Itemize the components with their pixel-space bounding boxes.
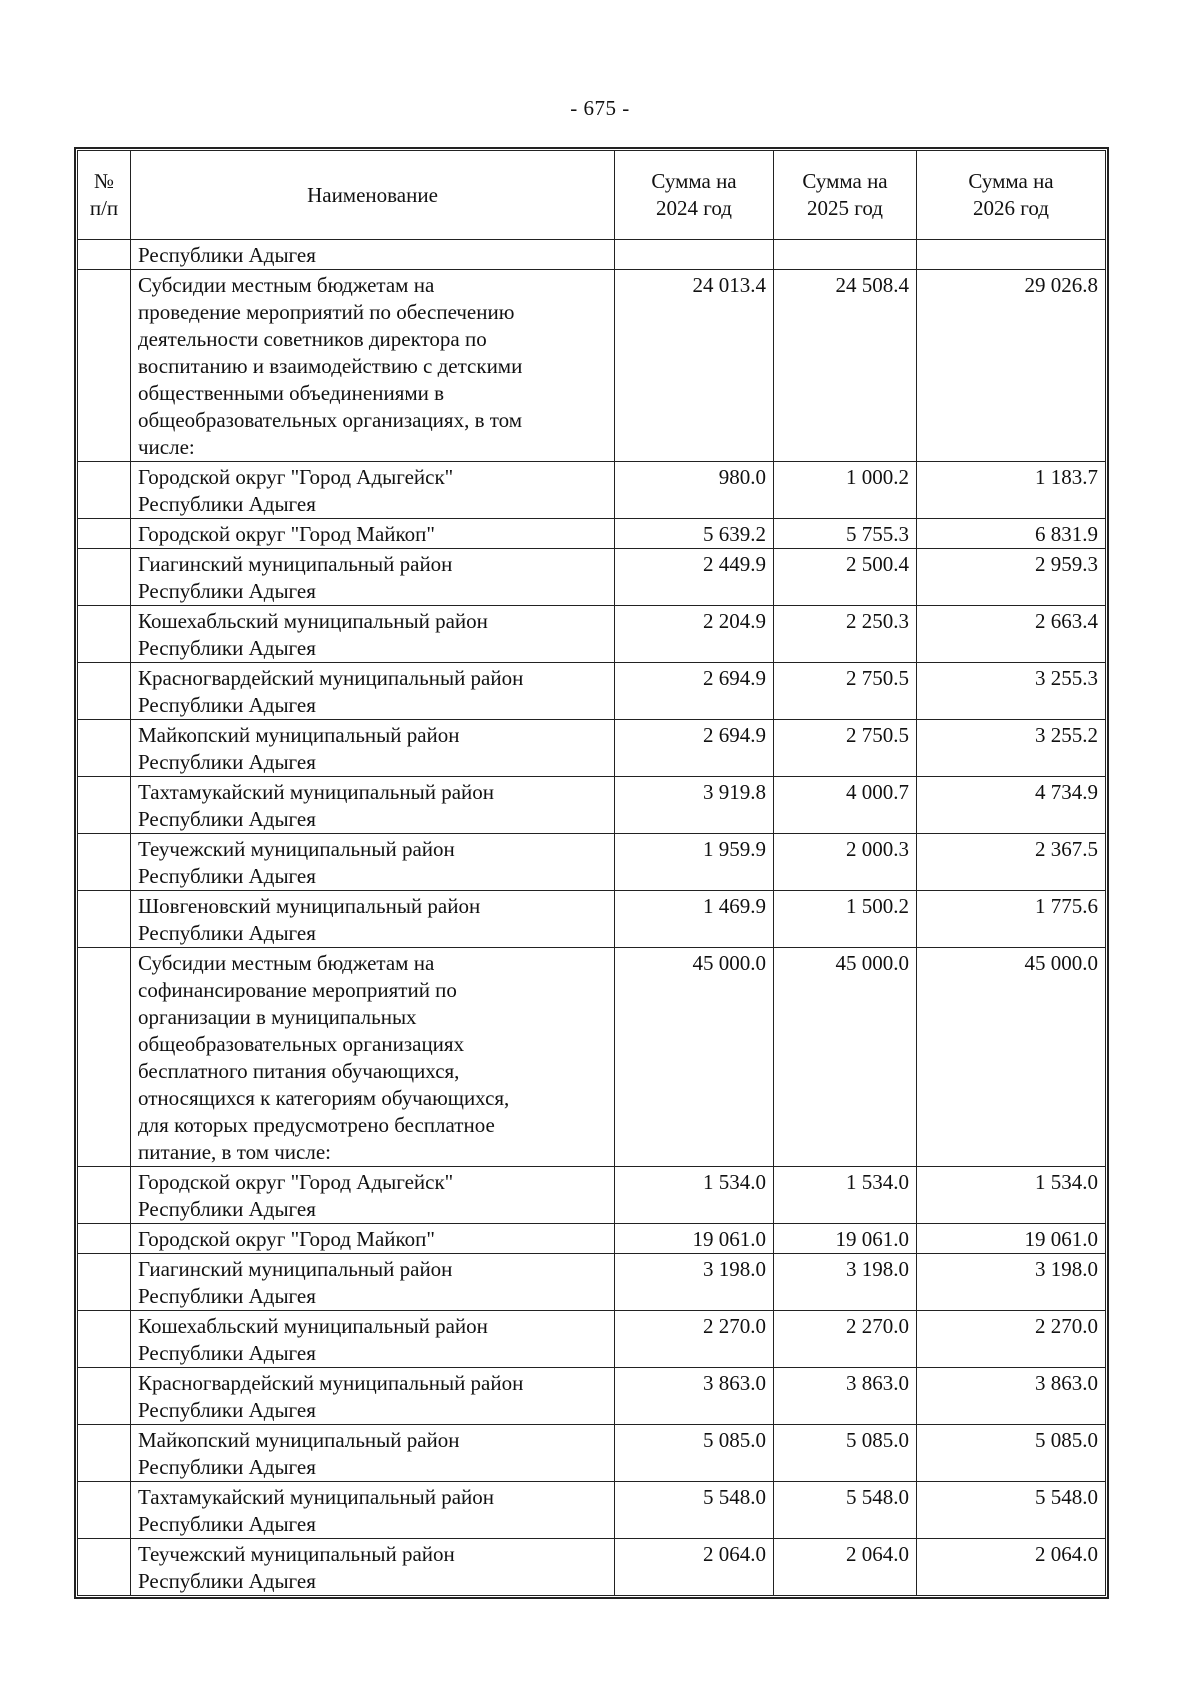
row-2024-cell: 5 548.0 <box>615 1482 774 1539</box>
row-2025-cell: 1 534.0 <box>774 1167 917 1224</box>
header-2024: Сумма на 2024 год <box>615 151 774 240</box>
row-2025-cell: 2 250.3 <box>774 606 917 663</box>
row-2024-cell: 2 204.9 <box>615 606 774 663</box>
table-row <box>78 270 1106 462</box>
row-2026-cell: 6 831.9 <box>917 519 1106 549</box>
table-row <box>78 240 1106 270</box>
row-2025-cell: 24 508.4 <box>774 270 917 462</box>
row-2024-cell: 3 198.0 <box>615 1254 774 1311</box>
budget-table <box>77 150 1106 1596</box>
row-2025-cell: 2 750.5 <box>774 720 917 777</box>
row-name-cell: Городской округ "Город Майкоп" <box>131 1224 615 1254</box>
row-name-cell: Теучежский муниципальный район Республики Адыгея <box>131 834 615 891</box>
row-2025-cell: 1 000.2 <box>774 462 917 519</box>
row-2025-cell: 2 000.3 <box>774 834 917 891</box>
table-row <box>78 1368 1106 1425</box>
row-num-cell <box>78 948 131 1167</box>
table-row <box>78 1425 1106 1482</box>
table-row <box>78 462 1106 519</box>
row-2024-cell: 2 694.9 <box>615 663 774 720</box>
table-row <box>78 519 1106 549</box>
row-num-cell <box>78 462 131 519</box>
row-name-cell: Кошехабльский муниципальный район Республики Адыгея <box>131 1311 615 1368</box>
row-2025-cell: 4 000.7 <box>774 777 917 834</box>
row-2024-cell: 2 064.0 <box>615 1539 774 1596</box>
row-2026-cell: 29 026.8 <box>917 270 1106 462</box>
row-2024-cell: 3 919.8 <box>615 777 774 834</box>
table-row <box>78 891 1106 948</box>
row-num-cell <box>78 1311 131 1368</box>
row-num-cell <box>78 1254 131 1311</box>
row-2026-cell: 1 183.7 <box>917 462 1106 519</box>
row-2025-cell: 3 198.0 <box>774 1254 917 1311</box>
row-2024-cell: 5 085.0 <box>615 1425 774 1482</box>
page-number: - 675 - <box>570 96 630 120</box>
table-row <box>78 549 1106 606</box>
row-2025-cell: 1 500.2 <box>774 891 917 948</box>
row-name-cell: Республики Адыгея <box>131 240 615 270</box>
row-name-cell: Тахтамукайский муниципальный район Республики Адыгея <box>131 1482 615 1539</box>
row-2024-cell <box>615 240 774 270</box>
row-2025-cell: 5 085.0 <box>774 1425 917 1482</box>
row-name-cell: Городской округ "Город Адыгейск" Республики Адыгея <box>131 1167 615 1224</box>
row-2025-cell: 5 548.0 <box>774 1482 917 1539</box>
row-2026-cell: 2 663.4 <box>917 606 1106 663</box>
table-row <box>78 1311 1106 1368</box>
row-2026-cell: 2 064.0 <box>917 1539 1106 1596</box>
table-row <box>78 1224 1106 1254</box>
row-2026-cell: 5 548.0 <box>917 1482 1106 1539</box>
row-2026-cell <box>917 240 1106 270</box>
table-row <box>78 606 1106 663</box>
row-num-cell <box>78 891 131 948</box>
row-2024-cell: 980.0 <box>615 462 774 519</box>
table-row <box>78 1539 1106 1596</box>
row-num-cell <box>78 663 131 720</box>
header-2026: Сумма на 2026 год <box>917 151 1106 240</box>
table-row <box>78 1167 1106 1224</box>
header-num: № п/п <box>78 151 131 240</box>
row-name-cell: Городской округ "Город Адыгейск" Республики Адыгея <box>131 462 615 519</box>
row-name-cell: Майкопский муниципальный район Республики Адыгея <box>131 720 615 777</box>
row-2024-cell: 2 449.9 <box>615 549 774 606</box>
table-row <box>78 948 1106 1167</box>
row-num-cell <box>78 720 131 777</box>
row-2026-cell: 3 255.3 <box>917 663 1106 720</box>
row-2026-cell: 2 367.5 <box>917 834 1106 891</box>
row-2025-cell: 2 750.5 <box>774 663 917 720</box>
row-num-cell <box>78 1224 131 1254</box>
row-num-cell <box>78 834 131 891</box>
table-row <box>78 777 1106 834</box>
row-name-cell: Красногвардейский муниципальный район Республики Адыгея <box>131 663 615 720</box>
row-2026-cell: 3 255.2 <box>917 720 1106 777</box>
table-row <box>78 663 1106 720</box>
row-name-cell: Гиагинский муниципальный район Республики Адыгея <box>131 549 615 606</box>
row-2025-cell: 2 064.0 <box>774 1539 917 1596</box>
row-2026-cell: 19 061.0 <box>917 1224 1106 1254</box>
row-2024-cell: 45 000.0 <box>615 948 774 1167</box>
row-2024-cell: 2 694.9 <box>615 720 774 777</box>
table-row <box>78 834 1106 891</box>
row-num-cell <box>78 777 131 834</box>
row-2025-cell: 19 061.0 <box>774 1224 917 1254</box>
row-name-cell: Городской округ "Город Майкоп" <box>131 519 615 549</box>
row-2024-cell: 1 469.9 <box>615 891 774 948</box>
row-num-cell <box>78 1539 131 1596</box>
row-name-cell: Шовгеновский муниципальный район Республики Адыгея <box>131 891 615 948</box>
header-name: Наименование <box>131 151 615 240</box>
row-2026-cell: 1 534.0 <box>917 1167 1106 1224</box>
row-num-cell <box>78 1482 131 1539</box>
row-2025-cell: 3 863.0 <box>774 1368 917 1425</box>
row-2024-cell: 1 534.0 <box>615 1167 774 1224</box>
row-2024-cell: 19 061.0 <box>615 1224 774 1254</box>
row-name-cell: Субсидии местным бюджетам на проведение мероприятий по обеспечению деятельности советников директора по воспитанию и взаимодействию с детскими общественными объединениями в общеобразовательных организациях, в том числе: <box>131 270 615 462</box>
table-header-row <box>78 151 1106 240</box>
row-2026-cell: 45 000.0 <box>917 948 1106 1167</box>
row-2025-cell <box>774 240 917 270</box>
row-num-cell <box>78 240 131 270</box>
row-num-cell <box>78 519 131 549</box>
row-num-cell <box>78 1425 131 1482</box>
table-row <box>78 1254 1106 1311</box>
row-name-cell: Субсидии местным бюджетам на софинансирование мероприятий по организации в муниципальных общеобразовательных организациях бесплатного питания обучающихся, относящихся к категориям обучающихся, для которых предусмотрено бесплатное питание, в том числе: <box>131 948 615 1167</box>
row-2025-cell: 45 000.0 <box>774 948 917 1167</box>
row-name-cell: Тахтамукайский муниципальный район Республики Адыгея <box>131 777 615 834</box>
row-num-cell <box>78 270 131 462</box>
row-2026-cell: 4 734.9 <box>917 777 1106 834</box>
row-2026-cell: 2 959.3 <box>917 549 1106 606</box>
row-num-cell <box>78 606 131 663</box>
row-2024-cell: 3 863.0 <box>615 1368 774 1425</box>
row-2024-cell: 2 270.0 <box>615 1311 774 1368</box>
row-num-cell <box>78 1167 131 1224</box>
row-num-cell <box>78 1368 131 1425</box>
table-row <box>78 720 1106 777</box>
table-row <box>78 1482 1106 1539</box>
row-2026-cell: 3 863.0 <box>917 1368 1106 1425</box>
row-name-cell: Гиагинский муниципальный район Республики Адыгея <box>131 1254 615 1311</box>
row-name-cell: Красногвардейский муниципальный район Республики Адыгея <box>131 1368 615 1425</box>
row-num-cell <box>78 549 131 606</box>
table-body <box>78 240 1106 1596</box>
row-2026-cell: 5 085.0 <box>917 1425 1106 1482</box>
row-name-cell: Теучежский муниципальный район Республики Адыгея <box>131 1539 615 1596</box>
row-name-cell: Майкопский муниципальный район Республики Адыгея <box>131 1425 615 1482</box>
row-2026-cell: 3 198.0 <box>917 1254 1106 1311</box>
row-2024-cell: 24 013.4 <box>615 270 774 462</box>
row-name-cell: Кошехабльский муниципальный район Республики Адыгея <box>131 606 615 663</box>
row-2025-cell: 2 270.0 <box>774 1311 917 1368</box>
row-2024-cell: 1 959.9 <box>615 834 774 891</box>
row-2024-cell: 5 639.2 <box>615 519 774 549</box>
row-2025-cell: 5 755.3 <box>774 519 917 549</box>
row-2026-cell: 2 270.0 <box>917 1311 1106 1368</box>
row-2026-cell: 1 775.6 <box>917 891 1106 948</box>
header-2025: Сумма на 2025 год <box>774 151 917 240</box>
row-2025-cell: 2 500.4 <box>774 549 917 606</box>
